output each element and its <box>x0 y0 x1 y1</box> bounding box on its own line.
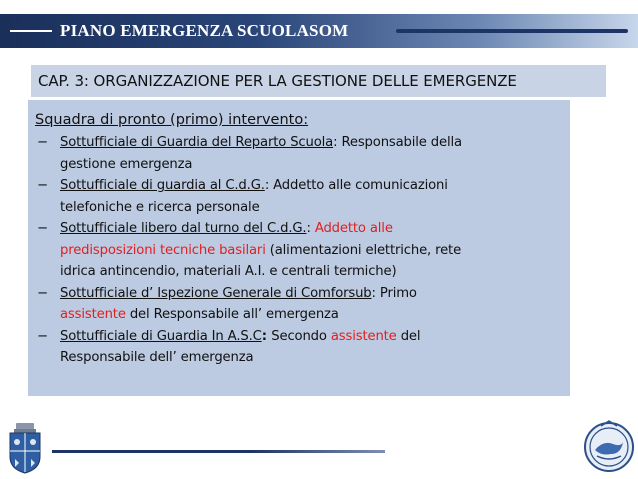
role-label: Sottufficiale d’ Ispezione Generale di Comforsub <box>60 285 372 301</box>
chapter-title: CAP. 3: ORGANIZZAZIONE PER LA GESTIONE DELLE EMERGENZE <box>38 72 517 90</box>
dash-bullet: − <box>37 221 48 236</box>
role-description: (alimentazioni elettriche, rete <box>265 242 462 258</box>
content-panel <box>28 100 570 396</box>
dash-bullet: − <box>37 285 48 301</box>
list-item <box>35 175 570 218</box>
role-separator: : <box>264 178 274 193</box>
role-highlight: assistente <box>330 328 397 344</box>
role-highlight: Addetto alle <box>314 221 393 236</box>
role-separator: : <box>371 285 380 301</box>
header-divider-right <box>396 29 628 33</box>
role-description: del <box>396 328 421 344</box>
role-highlight: assistente <box>60 307 126 322</box>
comforsub-emblem-logo <box>583 418 635 474</box>
list-item <box>35 132 570 175</box>
role-description: gestione emergenza <box>60 156 193 172</box>
role-label: Sottufficiale libero dal turno del C.d.G. <box>60 221 307 236</box>
footer-divider <box>52 450 385 453</box>
role-label: Sottufficiale di Guardia In A.S.C <box>60 328 262 344</box>
role-description: idrica antincendio, materiali A.I. e centrali termiche) <box>60 264 397 279</box>
list-item <box>35 283 570 326</box>
role-description: Responsabile della <box>341 135 462 150</box>
role-description: Secondo <box>271 328 331 344</box>
role-label: Sottufficiale di Guardia del Reparto Scuola <box>60 135 334 150</box>
chapter-banner <box>31 65 606 97</box>
dash-bullet: − <box>37 178 48 193</box>
dash-bullet: − <box>37 135 48 150</box>
role-description: Primo <box>379 285 417 301</box>
header-divider-left <box>10 30 52 32</box>
navy-coat-of-arms-logo <box>6 419 44 475</box>
role-separator: : <box>333 135 342 150</box>
role-list <box>35 132 570 369</box>
list-item <box>35 326 570 369</box>
role-separator: : <box>261 328 272 344</box>
role-description: telefoniche e ricerca personale <box>60 199 260 215</box>
section-subtitle: Squadra di pronto (primo) intervento: <box>35 112 309 128</box>
dash-bullet: − <box>37 328 48 344</box>
page-title: PIANO EMERGENZA SCUOLASOM <box>60 21 349 40</box>
role-description: Responsabile dell’ emergenza <box>60 350 254 365</box>
role-description: del Responsabile all’ emergenza <box>125 307 339 322</box>
list-item <box>35 218 570 283</box>
role-separator: : <box>306 221 315 236</box>
role-label: Sottufficiale di guardia al C.d.G. <box>60 178 265 193</box>
role-description: Addetto alle comunicazioni <box>273 178 448 193</box>
role-highlight: predisposizioni tecniche basilari <box>60 242 266 258</box>
